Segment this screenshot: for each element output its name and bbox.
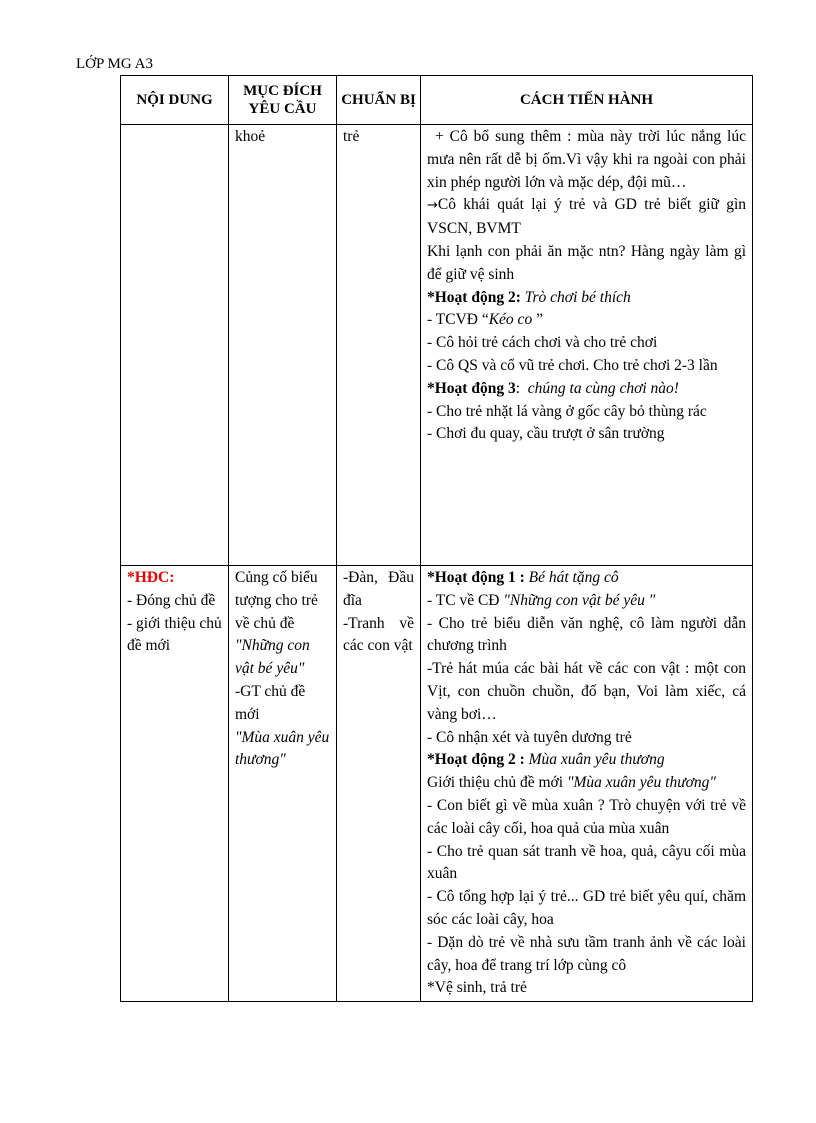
cell-noi-dung [121,566,229,1002]
paragraph: Khi lạnh con phải ăn mặc ntn? Hàng ngày làm gì để giữ vệ sinh [427,242,746,283]
paragraph: -Đàn, Đầu đĩa [343,569,414,609]
col-header-chuan-bi: CHUẨN BỊ [337,76,421,125]
theme-name: "Những con vật bé yêu" [235,637,310,678]
paragraph: - Cô hỏi trẻ cách chơi và cho trẻ chơi [427,334,658,352]
paragraph: Củng cố biểu tượng cho trẻ về chủ đề [235,569,318,632]
theme-name: "Mùa xuân yêu thương" [235,728,330,769]
table-header-row [121,76,753,125]
col-header-muc-dich: MỤC ĐÍCH YÊU CẦU [229,76,337,125]
paragraph: - Con biết gì về mùa xuân ? Trò chuyện với trẻ về các loài cây cối, hoa quả của mùa xuân [427,796,746,837]
paragraph: - TCVĐ “Kéo co ” [427,311,543,329]
paragraph: - Chơi đu quay, cầu trượt ở sân trường [427,425,665,443]
paragraph: - Cô tổng hợp lại ý trẻ... GD trẻ biết yêu quí, chăm sóc các loài cây, hoa [427,888,746,928]
paragraph: - Dặn dò trẻ về nhà sưu tầm tranh ảnh về các loài cây, hoa để trang trí lớp cùng cô [427,933,746,974]
activity-heading: *Hoạt động 2: Trò chơi bé thích [427,288,631,306]
activity-heading: *Hoạt động 1 : Bé hát tặng cô [427,569,619,586]
paragraph: - Cho trẻ biểu diễn văn nghệ, cô làm người dẫn chương trình [427,614,746,655]
arrow-icon: → [427,198,438,214]
col-header-noi-dung: NỘI DUNG [121,76,229,125]
paragraph: -GT chủ đề mới [235,682,306,723]
table-row [121,566,753,1002]
paragraph: -Tranh về các con vật [343,614,414,655]
col-header-cach-tien-hanh: CÁCH TIẾN HÀNH [421,76,753,125]
paragraph: - Cho trẻ quan sát tranh về hoa, quả, câyu cối mùa xuân [427,842,746,883]
list-item: - Đóng chủ đề [127,591,216,609]
table-row [121,125,753,566]
paragraph: Giới thiệu chủ đề mới "Mùa xuân yêu thương" [427,774,716,792]
lesson-plan-table [120,75,753,1002]
cell-chuan-bi: trẻ [337,125,421,566]
cell-chuan-bi [337,566,421,1002]
hdc-title: *HĐC: [127,569,175,586]
paragraph: →Cô khái quát lại ý trẻ và GD trẻ biết giữ gìn VSCN, BVMT [427,196,746,238]
cell-cach-tien-hanh [421,125,753,566]
class-label: LỚP MG A3 [76,56,153,72]
activity-heading: *Hoạt động 2 : Mùa xuân yêu thương [427,751,665,769]
paragraph: *Vệ sinh, trả trẻ [427,979,527,997]
paragraph: - Cho trẻ nhặt lá vàng ở gốc cây bỏ thùng rác [427,402,707,420]
paragraph: - Cô QS và cổ vũ trẻ chơi. Cho trẻ chơi 2-3 lần [427,356,718,374]
list-item: - giới thiệu chủ đề mới [127,614,222,655]
paragraph: + Cô bổ sung thêm : mùa này trời lúc nắng lúc mưa nên rất dễ bị ốm.Vì vậy khi ra ngoài con phải xin phép người lớn và mặc dép, đội mũ… [427,128,746,191]
cell-noi-dung [121,125,229,566]
activity-heading: *Hoạt động 3: chúng ta cùng chơi nào! [427,379,679,397]
cell-cach-tien-hanh [421,566,753,1002]
cell-muc-dich [229,566,337,1002]
paragraph: - TC về CĐ "Những con vật bé yêu " [427,591,656,609]
cell-muc-dich: khoẻ [229,125,337,566]
paragraph: -Trẻ hát múa các bài hát về các con vật : một con Vịt, con chuồn chuồn, đố bạn, Voi làm xiếc, cá vàng bơi… [427,660,746,723]
paragraph: - Cô nhận xét và tuyên dương trẻ [427,728,632,746]
